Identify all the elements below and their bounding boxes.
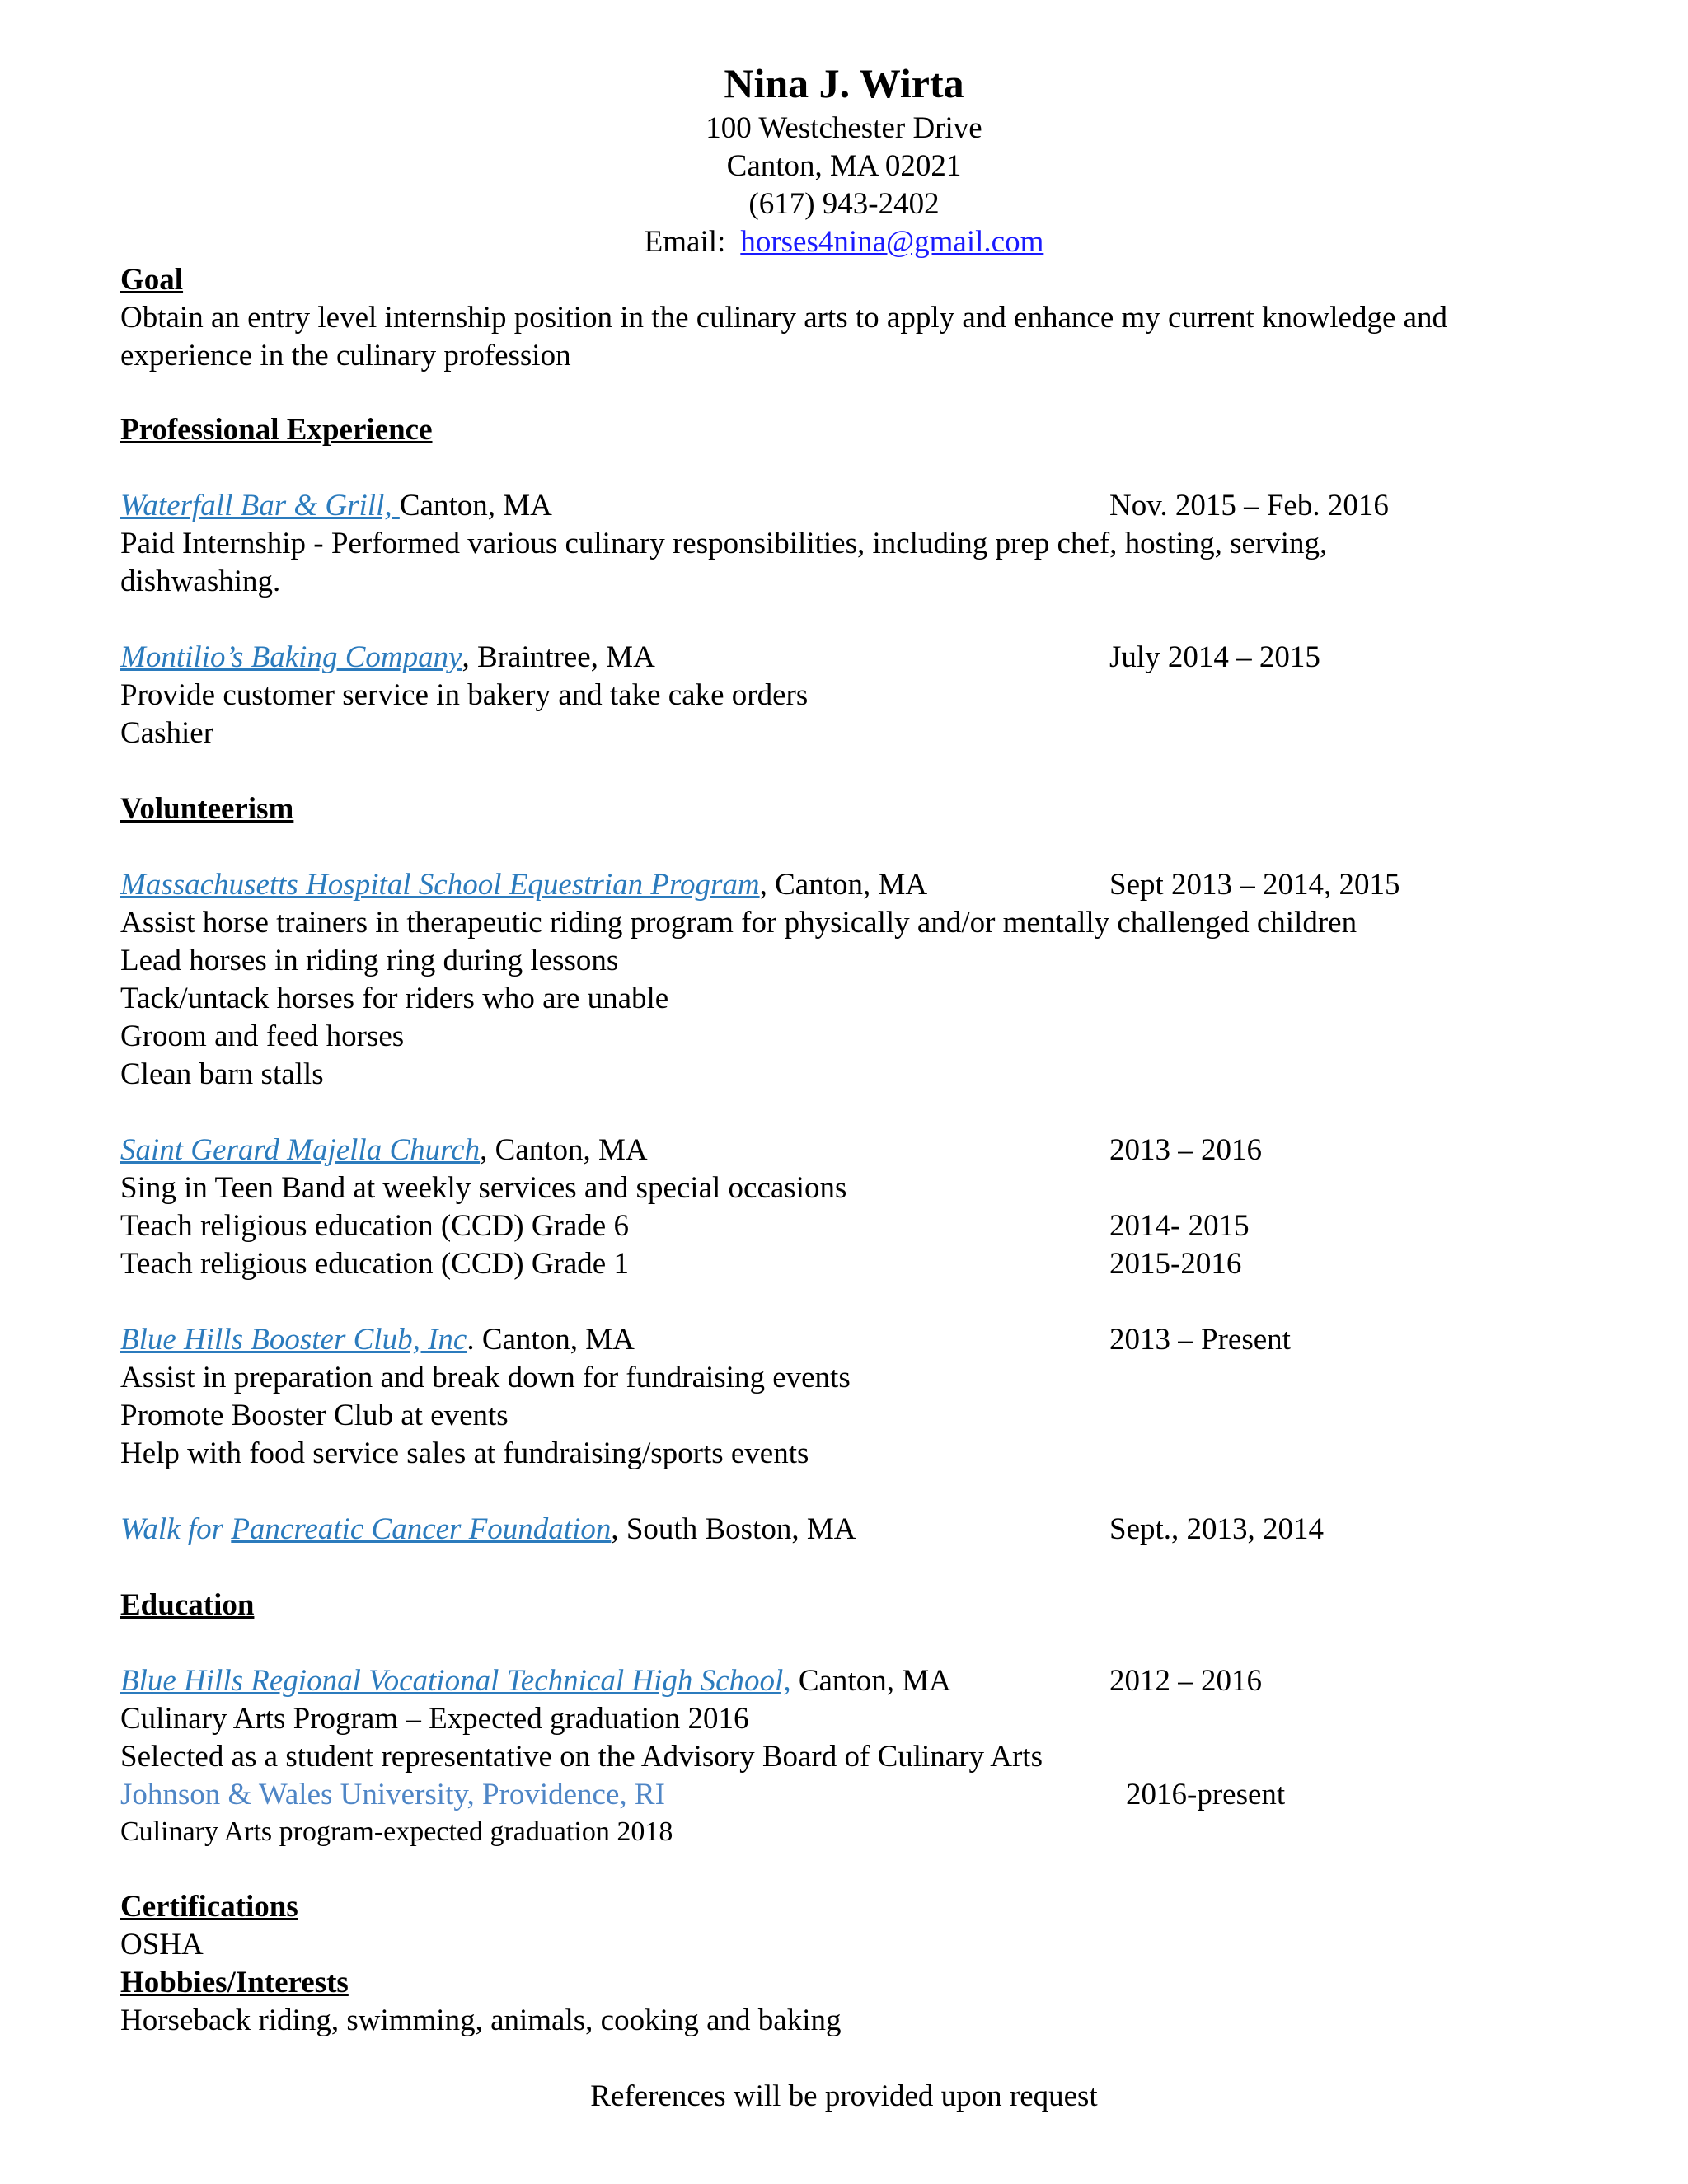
- job-location: Canton, MA: [399, 489, 552, 523]
- references-note: References will be provided upon request: [590, 2079, 1098, 2113]
- education-line: Culinary Arts program-expected graduation 2018: [120, 1816, 673, 1847]
- job-dates: July 2014 – 2015: [1109, 640, 1320, 674]
- volunteer-line-dates: 2014- 2015: [1109, 1209, 1250, 1243]
- volunteer-walk-title: [120, 1511, 856, 1547]
- volunteer-line: Promote Booster Club at events: [120, 1399, 509, 1432]
- walk-prefix: Walk for: [120, 1512, 232, 1546]
- city-state-zip: Canton, MA 02021: [726, 149, 962, 183]
- email-label: Email:: [644, 225, 726, 259]
- org-link-waterfall[interactable]: Waterfall Bar & Grill,: [120, 489, 400, 523]
- experience-heading: Professional Experience: [120, 413, 433, 447]
- goal-line-2: experience in the culinary profession: [120, 339, 571, 373]
- volunteer-line: Tack/untack horses for riders who are unable: [120, 982, 669, 1015]
- job-description-line: Paid Internship - Performed various culinary responsibilities, including prep chef, hosting, serving,: [120, 527, 1328, 560]
- volunteer-line: Teach religious education (CCD) Grade 1: [120, 1247, 629, 1281]
- certification-item: OSHA: [120, 1928, 204, 1961]
- volunteer-church-title: [120, 1132, 648, 1168]
- school-location: Canton, MA: [790, 1664, 951, 1698]
- email-line: [0, 224, 1688, 260]
- school-johnson-wales: Johnson & Wales University, Providence, RI: [120, 1778, 665, 1811]
- volunteer-line: Lead horses in riding ring during lessons: [120, 944, 619, 977]
- volunteer-line: Clean barn stalls: [120, 1057, 324, 1091]
- volunteer-dates: 2013 – Present: [1109, 1323, 1291, 1357]
- volunteer-location: , Canton, MA: [759, 868, 928, 902]
- school-dates: 2012 – 2016: [1109, 1664, 1262, 1698]
- job-dates: Nov. 2015 – Feb. 2016: [1109, 489, 1389, 523]
- education-line: Culinary Arts Program – Expected graduation 2016: [120, 1702, 749, 1736]
- volunteer-line-dates: 2015-2016: [1109, 1247, 1242, 1281]
- hobbies-heading: Hobbies/Interests: [120, 1966, 349, 1999]
- education-heading: Education: [120, 1588, 255, 1622]
- volunteer-booster-title: [120, 1322, 635, 1357]
- org-link-saint-gerard[interactable]: Saint Gerard Majella Church: [120, 1133, 481, 1167]
- job-waterfall-title: [120, 488, 552, 523]
- volunteer-dates: 2013 – 2016: [1109, 1133, 1262, 1167]
- hobbies-item: Horseback riding, swimming, animals, cooking and baking: [120, 2004, 842, 2037]
- education-line: Selected as a student representative on the Advisory Board of Culinary Arts: [120, 1740, 1043, 1774]
- school-blue-hills-title: [120, 1663, 951, 1699]
- job-montilio-title: [120, 640, 655, 675]
- volunteer-line: Assist in preparation and break down for fundraising events: [120, 1361, 851, 1394]
- volunteer-dates: Sept 2013 – 2014, 2015: [1109, 868, 1400, 902]
- volunteer-line: Groom and feed horses: [120, 1019, 405, 1053]
- org-link-montilio[interactable]: Montilio’s Baking Company: [120, 640, 462, 674]
- volunteer-line: Sing in Teen Band at weekly services and special occasions: [120, 1171, 847, 1205]
- email-link[interactable]: horses4nina@gmail.com: [740, 225, 1044, 259]
- org-link-booster-club[interactable]: Blue Hills Booster Club, Inc: [120, 1323, 467, 1357]
- certifications-heading: Certifications: [120, 1890, 298, 1924]
- phone-number: (617) 943-2402: [748, 187, 940, 221]
- street-address: 100 Westchester Drive: [706, 111, 982, 145]
- volunteer-dates: Sept., 2013, 2014: [1109, 1512, 1325, 1546]
- job-location: , Braintree, MA: [462, 640, 655, 674]
- volunteer-location: , Canton, MA: [480, 1133, 648, 1167]
- volunteer-mhs-title: [120, 867, 927, 902]
- volunteer-line: Teach religious education (CCD) Grade 6: [120, 1209, 629, 1243]
- volunteer-location: . Canton, MA: [467, 1323, 635, 1357]
- job-description-line: dishwashing.: [120, 565, 281, 598]
- volunteer-location: , South Boston, MA: [611, 1512, 856, 1546]
- volunteer-heading: Volunteerism: [120, 792, 294, 826]
- school-dates: 2016-present: [1126, 1778, 1286, 1811]
- job-description-line: Provide customer service in bakery and take cake orders: [120, 678, 809, 712]
- job-description-line: Cashier: [120, 716, 214, 750]
- goal-line-1: Obtain an entry level internship position in the culinary arts to apply and enhance my current knowledge and: [120, 301, 1448, 335]
- volunteer-line: Help with food service sales at fundraising/sports events: [120, 1436, 809, 1470]
- org-link-mhs-equestrian[interactable]: Massachusetts Hospital School Equestrian Program: [120, 868, 760, 902]
- org-link-blue-hills-school[interactable]: Blue Hills Regional Vocational Technical High School,: [120, 1664, 791, 1698]
- org-link-pancreatic-cancer[interactable]: Pancreatic Cancer Foundation: [231, 1512, 612, 1546]
- goal-heading: Goal: [120, 263, 184, 297]
- volunteer-line: Assist horse trainers in therapeutic riding program for physically and/or mentally challenged children: [120, 906, 1357, 940]
- resume-name: Nina J. Wirta: [724, 60, 964, 106]
